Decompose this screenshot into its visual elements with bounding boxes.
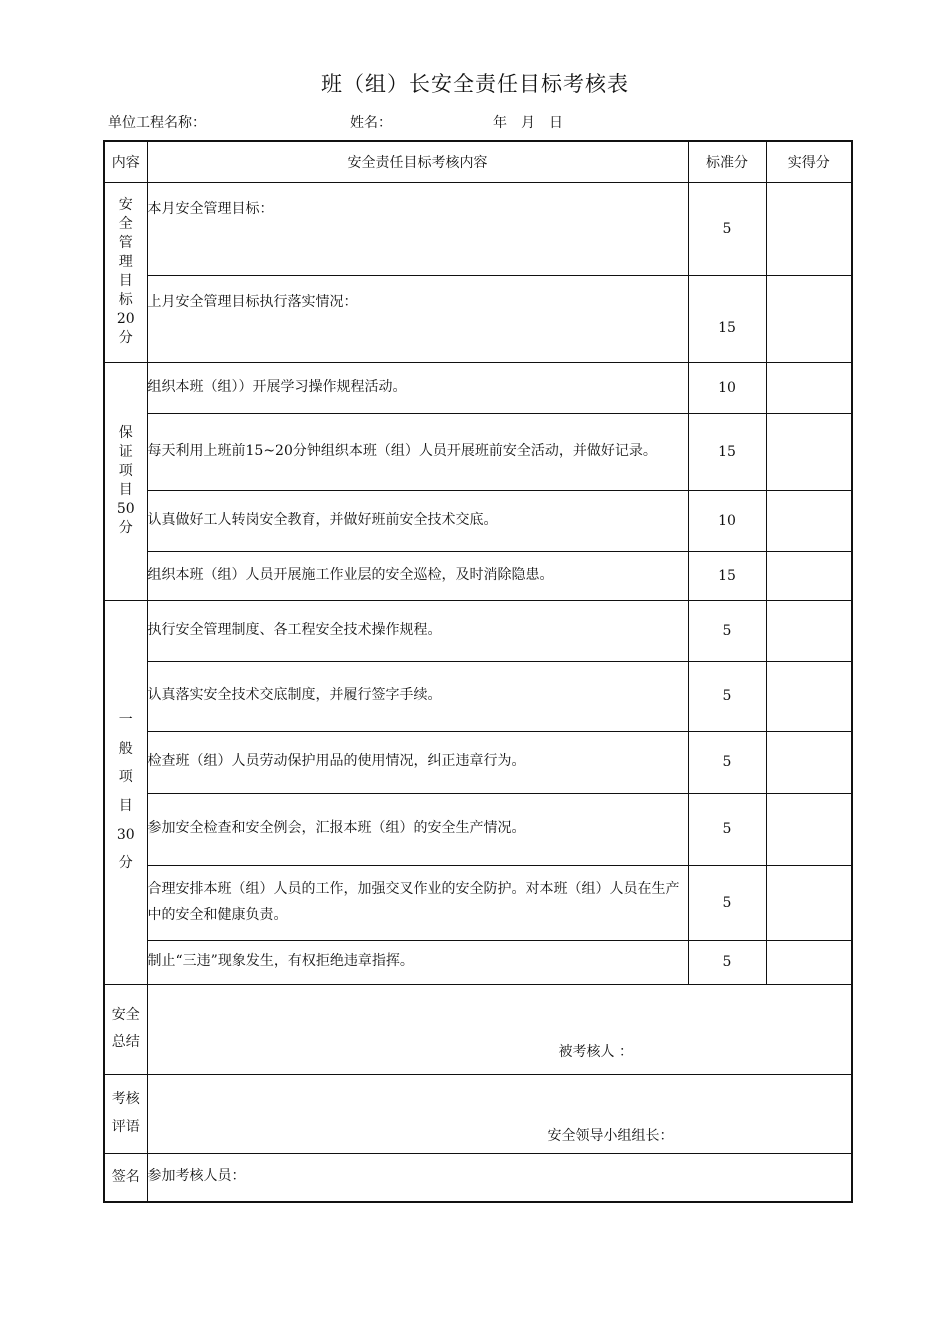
category-char: 目 bbox=[118, 273, 133, 289]
item-content: 每天利用上班前15~20分钟组织本班（组）人员开展班前安全活动，并做好记录。 bbox=[147, 413, 688, 490]
item-actual-score[interactable] bbox=[766, 490, 852, 551]
item-actual-score[interactable] bbox=[766, 793, 852, 865]
header-content: 安全责任目标考核内容 bbox=[147, 141, 688, 182]
item-content: 本月安全管理目标： bbox=[147, 182, 688, 275]
category-char: 目 bbox=[118, 482, 133, 498]
category-char: 项 bbox=[118, 769, 133, 786]
table-row bbox=[104, 490, 852, 551]
item-standard-score: 5 bbox=[688, 661, 766, 731]
assessment-table bbox=[103, 140, 853, 1203]
item-content: 组织本班（组）人员开展施工作业层的安全巡检，及时消除隐患。 bbox=[147, 551, 688, 600]
category-char: 项 bbox=[118, 463, 133, 480]
safety-team-leader-label: 安全领导小组组长： bbox=[547, 1127, 674, 1144]
item-content: 检查班（组）人员劳动保护用品的使用情况，纠正违章行为。 bbox=[147, 731, 688, 793]
table-row bbox=[104, 275, 852, 362]
category-char: 理 bbox=[118, 254, 133, 271]
item-standard-score: 10 bbox=[688, 490, 766, 551]
item-content: 组织本班（组））开展学习操作规程活动。 bbox=[147, 362, 688, 413]
category-general-items bbox=[104, 600, 147, 984]
category-char: 般 bbox=[118, 740, 133, 757]
date-label: 年 月 日 bbox=[493, 115, 563, 131]
table-row bbox=[104, 600, 852, 661]
category-char: 全 bbox=[118, 216, 133, 233]
category-char: 20 bbox=[116, 310, 135, 327]
review-comments-row bbox=[104, 1074, 852, 1153]
signature-row bbox=[104, 1153, 852, 1202]
item-content: 参加安全检查和安全例会，汇报本班（组）的安全生产情况。 bbox=[147, 793, 688, 865]
item-actual-score[interactable] bbox=[766, 865, 852, 940]
label-line: 总结 bbox=[111, 1034, 140, 1050]
table-row bbox=[104, 731, 852, 793]
category-char: 分 bbox=[118, 329, 133, 346]
item-actual-score[interactable] bbox=[766, 600, 852, 661]
item-standard-score: 5 bbox=[688, 865, 766, 940]
review-comments-area[interactable] bbox=[147, 1074, 852, 1153]
category-safety-management bbox=[104, 182, 147, 362]
category-char: 分 bbox=[118, 855, 133, 872]
category-char: 分 bbox=[118, 519, 133, 536]
review-comments-label bbox=[104, 1074, 147, 1153]
item-actual-score[interactable] bbox=[766, 661, 852, 731]
category-char: 保 bbox=[118, 425, 133, 442]
category-char: 50 bbox=[116, 500, 135, 517]
item-actual-score[interactable] bbox=[766, 731, 852, 793]
table-row bbox=[104, 661, 852, 731]
table-row bbox=[104, 362, 852, 413]
item-standard-score: 5 bbox=[688, 600, 766, 661]
assessee-label: 被考核人 ： bbox=[558, 1043, 633, 1060]
category-guarantee-items bbox=[104, 362, 147, 600]
signature-label: 签名 bbox=[104, 1153, 147, 1202]
table-row bbox=[104, 865, 852, 940]
item-standard-score: 15 bbox=[688, 275, 766, 362]
item-content: 合理安排本班（组）人员的工作，加强交叉作业的安全防护。对本班（组）人员在生产中的安全和健康负责。 bbox=[147, 865, 688, 940]
table-row bbox=[104, 793, 852, 865]
table-header-row bbox=[104, 141, 852, 182]
item-standard-score: 15 bbox=[688, 551, 766, 600]
item-standard-score: 15 bbox=[688, 413, 766, 490]
table-row bbox=[104, 551, 852, 600]
category-char: 标 bbox=[118, 291, 133, 308]
category-char: 一 bbox=[118, 711, 133, 728]
category-char: 目 bbox=[118, 798, 133, 814]
category-char: 证 bbox=[118, 444, 133, 461]
category-char: 安 bbox=[118, 197, 133, 214]
item-actual-score[interactable] bbox=[766, 940, 852, 984]
safety-summary-area[interactable] bbox=[147, 984, 852, 1074]
category-char: 30 bbox=[116, 826, 135, 843]
item-standard-score: 5 bbox=[688, 793, 766, 865]
item-actual-score[interactable] bbox=[766, 182, 852, 275]
table-row bbox=[104, 182, 852, 275]
item-standard-score: 10 bbox=[688, 362, 766, 413]
item-standard-score: 5 bbox=[688, 182, 766, 275]
item-actual-score[interactable] bbox=[766, 362, 852, 413]
item-content: 认真落实安全技术交底制度，并履行签字手续。 bbox=[147, 661, 688, 731]
label-line: 评语 bbox=[111, 1118, 140, 1135]
header-actual-score: 实得分 bbox=[766, 141, 852, 182]
label-line: 考核 bbox=[111, 1091, 140, 1108]
name-label: 姓名： bbox=[350, 115, 392, 131]
item-standard-score: 5 bbox=[688, 731, 766, 793]
table-row bbox=[104, 940, 852, 984]
item-actual-score[interactable] bbox=[766, 413, 852, 490]
table-row bbox=[104, 413, 852, 490]
unit-project-name-label: 单位工程名称： bbox=[108, 115, 206, 131]
item-actual-score[interactable] bbox=[766, 275, 852, 362]
safety-summary-label bbox=[104, 984, 147, 1074]
header-category: 内容 bbox=[104, 141, 147, 182]
category-char: 管 bbox=[118, 235, 133, 252]
item-content: 执行安全管理制度、各工程安全技术操作规程。 bbox=[147, 600, 688, 661]
item-actual-score[interactable] bbox=[766, 551, 852, 600]
item-standard-score: 5 bbox=[688, 940, 766, 984]
page-title: 班（组）长安全责任目标考核表 bbox=[321, 72, 629, 96]
participants-field[interactable]: 参加考核人员： bbox=[147, 1153, 852, 1202]
label-line: 安全 bbox=[111, 1006, 140, 1023]
header-standard-score: 标准分 bbox=[688, 141, 766, 182]
item-content: 认真做好工人转岗安全教育，并做好班前安全技术交底。 bbox=[147, 490, 688, 551]
item-content: 制止“三违”现象发生，有权拒绝违章指挥。 bbox=[147, 940, 688, 984]
safety-summary-row bbox=[104, 984, 852, 1074]
item-content: 上月安全管理目标执行落实情况： bbox=[147, 275, 688, 362]
